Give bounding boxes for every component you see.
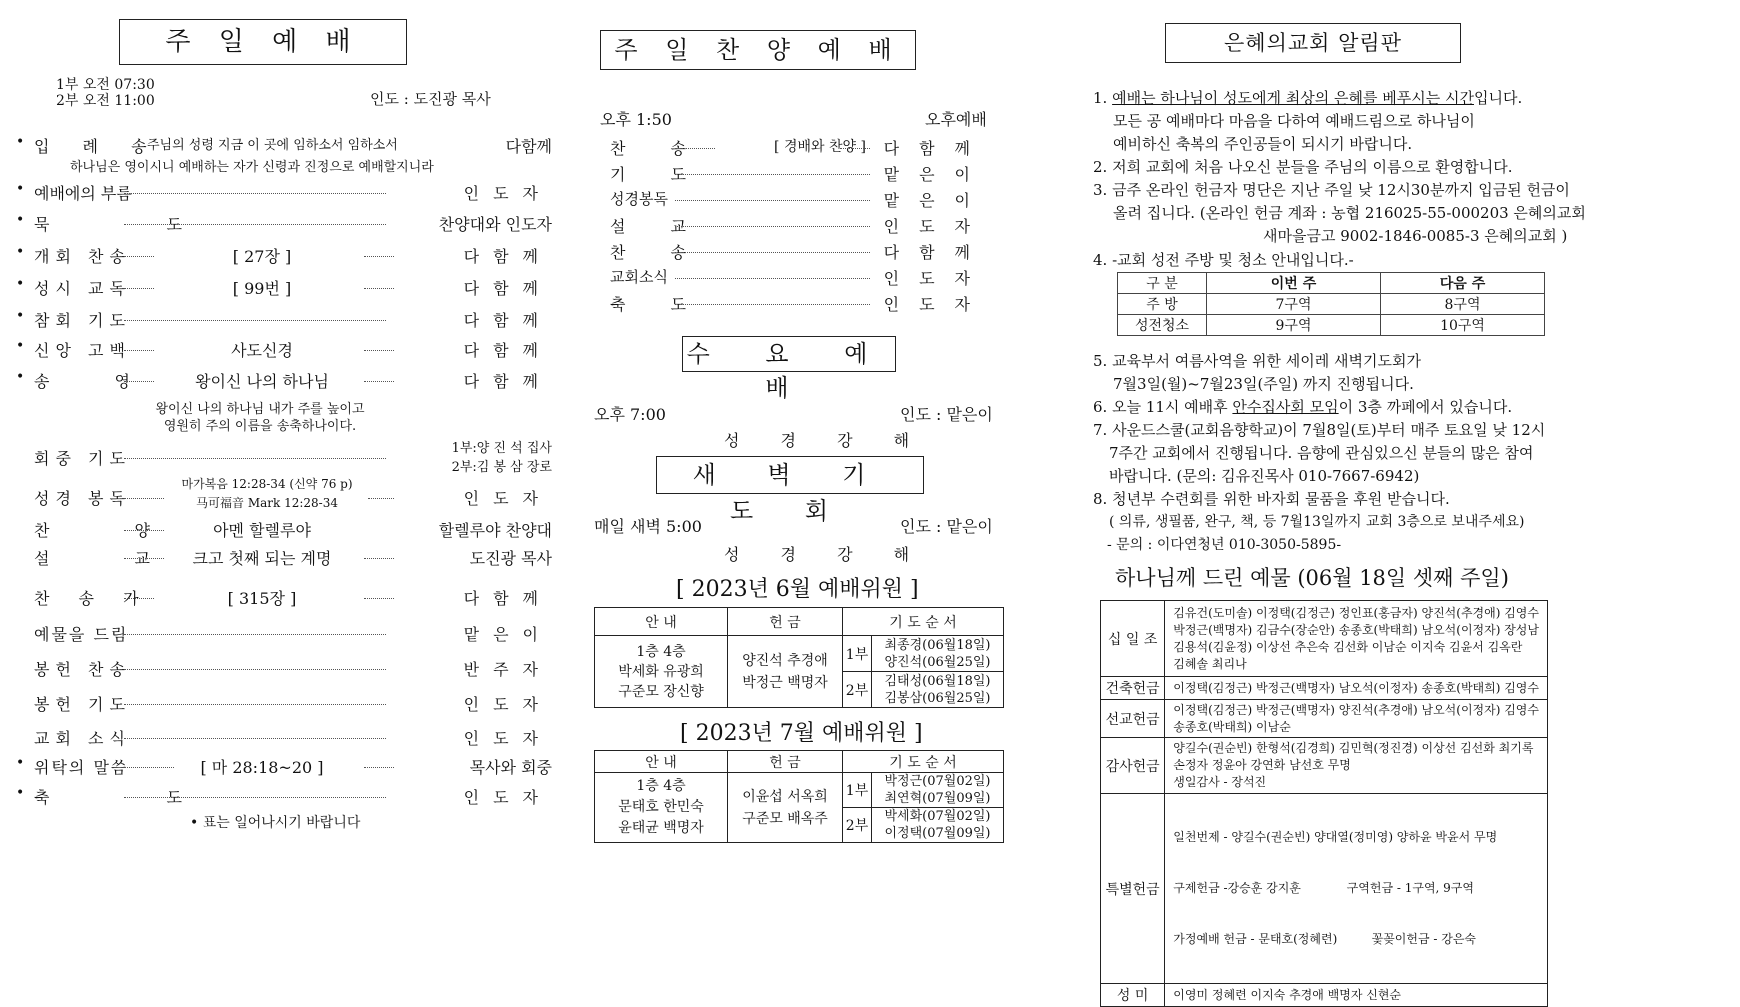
july-committee-table: 안 내 헌 금 기 도 순 서 1층 4층 문태호 한민숙 윤태균 백명자 이윤섭 서옥희 구준모 배옥주 1부 박정근(07월02일) 최연혁(07월09일) 2부 박세화(07월02일) 이정택(07월09일) — [594, 750, 1004, 843]
order-item: • 묵 도 찬양대와 인도자 — [16, 212, 552, 234]
praise-item: 교회소식 인도자 — [610, 268, 990, 288]
notice-list-2: 5. 교육부서 여름사역을 위한 세이레 새벽기도회가 7월3일(월)~7월23일(주일) 까지 진행됩니다. 6. 오늘 11시 예배후 안수집사회 모임이 3층 까페에서 있습니다. 7. 사운드스쿨(교회음향학교)이 7월8일(토)부터 매주 토요일 낮 12시 7주간 교회에서 진행됩니다. 음향에 관심있으신 분들의 많은 참여 바랍니다. (문의: 김유진목사 010-7667-6942) 8. 청년부 수련회를 위한 바자회 물품을 후원 받습니다. ( 의류, 생필품, 완구, 책, 등 7월13일까지 교회 3층으로 보내주세요) - 문의 : 이다연청년 010-3050-5895- — [1093, 350, 1628, 557]
service-leader: 인도 : 도진광 목사 — [370, 90, 491, 108]
order-item: • 개회 찬송 [ 27장 ] 다함께 — [16, 244, 552, 266]
praise-item: 찬 송 [ 경배와 찬양 ] 다함께 — [610, 139, 990, 158]
wednesday-leader: 인도 : 맡은이 — [900, 405, 993, 424]
standing-footnote: • 표는 일어나시기 바랍니다 — [190, 815, 361, 831]
wednesday-title: 수 요 예 배 — [682, 336, 896, 372]
wednesday-time: 오후 7:00 — [594, 405, 666, 424]
order-item: 성경 봉독 마가복음 12:28-34 (신약 76 p) 马可福音 Mark 12:28-34 인도자 — [34, 477, 552, 510]
order-item: • 참회 기도 다함께 — [16, 308, 552, 330]
praise-time: 오후 1:50 — [600, 110, 672, 129]
order-item: • 축 도 인도자 — [16, 785, 552, 807]
order-item: 회중 기도 1부:양 진 석 집사 2부:김 봉 삼 장로 — [34, 441, 552, 475]
offerings-table: 십 일 조 김유건(도미솔) 이정택(김정근) 정인표(홍금자) 양진석(추경애) 김영수 박정근(백명자) 김금수(장순안) 송종호(박태희) 남오석(이정자) 장성남 김용석(김윤정) 이상선 추은숙 김선화 이남순 이지숙 김윤서 김옥란 김혜솔 최리나 건축헌금 이정택(김정근) 박정근(백명자) 남오석(이정자) 송종호(박태희) 김영수 선교헌금 이정택(김정근) 박정근(백명자) 양진석(추경애) 남오석(이정자) 김영수 송종호(박태희) 이남순 감사헌금 양길수(권순빈) 한형석(김경희) 김민혁(정진경) 이상선 김선화 최기록 손정자 정윤아 강연화 남선호 무명 생일감사 - 장석진 특별헌금 일천번제 - 양길수(권순빈) 양대열(정미영) 양하윤 박윤서 무명 구제헌금 -강승훈 강지훈 구역헌금 - 1구역, 9구역 가정예배 헌금 - 문태호(정혜련) 꽃꽂이헌금 - 강은숙 성 미 이영미 정혜련 이지숙 추경애 백명자 신현순 — [1100, 600, 1548, 1007]
praise-item: 찬 송 다함께 — [610, 243, 990, 262]
order-item: 봉헌 기도 인도자 — [34, 695, 552, 714]
order-item: • 성시 교독 [ 99번 ] 다함께 — [16, 276, 552, 298]
praise-service-title: 주 일 찬 양 예 배 — [600, 30, 916, 70]
notice-7: 7. 사운드스쿨(교회음향학교)이 7월8일(토)부터 매주 토요일 낮 12시 — [1093, 421, 1546, 439]
june-committee-title: [ 2023년 6월 예배위원 ] — [676, 577, 919, 602]
praise-item: 설 교 인도자 — [610, 217, 990, 236]
notice-2: 2. 저희 교회에 처음 나오신 분들을 주님의 이름으로 환영합니다. — [1093, 158, 1513, 176]
order-item: 교회 소식 인도자 — [34, 729, 552, 748]
call-to-worship-verse: 하나님은 영이시니 예배하는 자가 신령과 진정으로 예배할지니라 — [70, 160, 434, 175]
order-item: • 신앙 고백 사도신경 다함께 — [16, 338, 552, 360]
praise-item: 기 도 맡은이 — [610, 165, 990, 184]
notice-1: 1. 예배는 하나님이 성도에게 최상의 은혜를 베푸시는 시간입니다. — [1093, 89, 1523, 107]
notice-4: 4. -교회 성전 주방 및 청소 안내입니다.- — [1093, 251, 1354, 269]
bulletin-column — [1093, 0, 1740, 1004]
order-item: • 입 례 송 주님의 성령 지금 이 곳에 임하소서 임하소서 다함께 — [16, 134, 552, 156]
afternoon-column — [594, 0, 1130, 988]
july-committee-title: [ 2023년 7월 예배위원 ] — [680, 721, 923, 746]
dawn-leader: 인도 : 맡은이 — [900, 517, 993, 536]
order-item: 찬 양 아멘 할렐루야 할렐루야 찬양대 — [34, 521, 552, 540]
dawn-prayer-title: 새 벽 기 도 회 — [656, 456, 924, 494]
dawn-content: 성 경 강 해 — [724, 545, 928, 564]
order-item: 찬 송 가 [ 315장 ] 다함께 — [34, 589, 552, 608]
order-item: • 위탁의 말씀 [ 마 28:18~20 ] 목사와 회중 — [16, 755, 552, 777]
notice-list: 1. 예배는 하나님이 성도에게 최상의 은혜를 베푸시는 시간입니다. 모든 공 예배마다 마음을 다하여 예배드림으로 하나님이 예비하신 축복의 주인공들이 되시기 바랍니다. 2. 저희 교회에 처음 나오신 분들을 주님의 이름으로 환영합니다. 3. 금주 온라인 헌금자 명단은 지난 주일 낮 12시30분까지 입금된 헌금이 올려 집니다. (온라인 헌금 계좌 : 농협 216025-55-000203 은혜의교회 새마을금고 9002-1846-0085-3 은혜의교회 ) — [1093, 87, 1628, 248]
sunday-service-column — [0, 0, 580, 988]
service-time-1: 1부 오전 07:30 — [56, 77, 155, 93]
notice-6: 6. 오늘 11시 예배후 안수집사회 모임이 3층 까페에서 있습니다. — [1093, 398, 1513, 416]
order-item: 설 교 크고 첫째 되는 계명 도진광 목사 — [34, 549, 552, 568]
sunday-service-title: 주 일 예 배 — [119, 19, 407, 65]
offerings-title: 하나님께 드린 예물 (06월 18일 셋째 주일) — [1115, 566, 1509, 590]
bulletin-title: 은혜의교회 알림판 — [1165, 23, 1461, 63]
order-item: • 송 영 왕이신 나의 하나님 다함께 — [16, 369, 552, 391]
praise-item: 성경봉독 맡은이 — [610, 190, 990, 210]
doxology-lyric-2: 영원히 주의 이름을 송축하나이다. — [163, 419, 357, 434]
praise-label: 오후예배 — [925, 110, 987, 129]
doxology-lyric-1: 왕이신 나의 하나님 내가 주를 높이고 — [155, 402, 365, 417]
service-time-2: 2부 오전 11:00 — [56, 93, 155, 109]
june-committee-table: 안 내 헌 금 기 도 순 서 1층 4층 박세화 유광희 구준모 장신향 양진석 추경애 박정근 백명자 1부 최종경(06월18일) 양진석(06월25일) 2부 김태성(06월18일) 김봉삼(06월25일) — [594, 607, 1004, 708]
wednesday-content: 성 경 강 해 — [724, 431, 928, 450]
order-item: 봉헌 찬송 반주자 — [34, 660, 552, 679]
order-item: 예물을 드림 맡은이 — [34, 625, 552, 644]
notice-3: 3. 금주 온라인 헌금자 명단은 지난 주일 낮 12시30분까지 입금된 헌금이 — [1093, 181, 1570, 199]
notice-8: 8. 청년부 수련회를 위한 바자회 물품을 후원 받습니다. — [1093, 490, 1450, 508]
notice-5: 5. 교육부서 여름사역을 위한 세이레 새벽기도회가 — [1093, 352, 1421, 370]
praise-item: 축 도 인도자 — [610, 295, 990, 314]
dawn-time: 매일 새벽 5:00 — [594, 517, 702, 536]
order-item: • 예배에의 부름 인도자 — [16, 181, 552, 203]
cleaning-table: 구 분 이번 주 다음 주 주 방 7구역 8구역 성전청소 9구역 10구역 — [1117, 272, 1545, 336]
